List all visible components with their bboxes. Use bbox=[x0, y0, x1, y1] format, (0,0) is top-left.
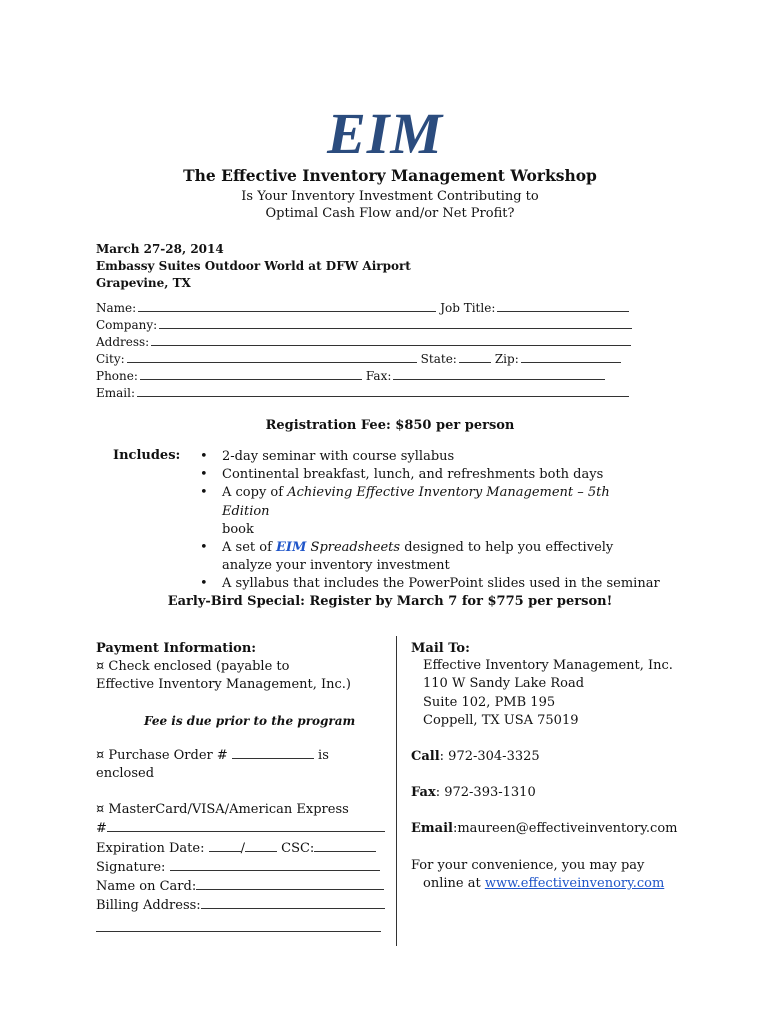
name-on-card-field[interactable] bbox=[196, 877, 384, 890]
expiration-row bbox=[96, 839, 386, 858]
fax-row bbox=[411, 784, 731, 802]
address-field[interactable] bbox=[151, 333, 631, 346]
fax-contact-label: Fax bbox=[411, 785, 436, 801]
company-label: Company: bbox=[96, 318, 158, 332]
company-field[interactable] bbox=[159, 316, 632, 329]
exp-year-field[interactable] bbox=[245, 839, 277, 852]
include-item-1: 2-day seminar with course syllabus bbox=[222, 449, 455, 464]
fax-field[interactable] bbox=[393, 367, 605, 380]
purchase-order-row bbox=[96, 746, 386, 783]
include-item-5: A syllabus that includes the PowerPoint slides used in the seminar bbox=[222, 576, 660, 592]
card-number-row bbox=[96, 819, 386, 838]
billing-row-2 bbox=[96, 919, 386, 938]
online-at: online at bbox=[423, 875, 485, 891]
name-field[interactable] bbox=[138, 299, 436, 312]
form-row-address bbox=[96, 333, 636, 350]
exp-slash: / bbox=[240, 840, 245, 856]
registration-fee: Registration Fee: $850 per person bbox=[265, 418, 515, 433]
page-subtitle bbox=[0, 188, 770, 222]
fee-note: Fee is due prior to the program bbox=[144, 713, 356, 728]
call-row bbox=[411, 748, 731, 766]
mail-company: Effective Inventory Management, Inc. bbox=[423, 658, 673, 674]
includes-list bbox=[200, 448, 660, 594]
billing-row bbox=[96, 896, 386, 915]
book-title: Achieving Effective Inventory Management – 5th Edition bbox=[222, 485, 610, 519]
email-row bbox=[411, 820, 731, 838]
zip-field[interactable] bbox=[521, 350, 621, 363]
signature-field[interactable] bbox=[170, 858, 380, 871]
phone-label: Phone: bbox=[96, 369, 138, 383]
call-label: Call bbox=[411, 749, 440, 765]
form-row-city bbox=[96, 350, 636, 367]
page-title: The Effective Inventory Management Workshop bbox=[183, 166, 597, 185]
payment-heading: Payment Information: bbox=[96, 641, 257, 656]
zip-label: Zip: bbox=[494, 352, 519, 366]
signature-label: Signature: bbox=[96, 859, 166, 875]
billing-label: Billing Address: bbox=[96, 898, 201, 914]
include-item-3-text: A copy of bbox=[222, 485, 288, 501]
form-row-company bbox=[96, 316, 636, 333]
subtitle-line-2: Optimal Cash Flow and/or Net Profit? bbox=[265, 206, 515, 221]
list-item bbox=[200, 575, 660, 593]
subtitle-line-1: Is Your Inventory Investment Contributing to bbox=[241, 189, 539, 204]
mail-city: Coppell, TX USA 75019 bbox=[423, 712, 579, 728]
list-item bbox=[200, 466, 660, 484]
job-title-label: Job Title: bbox=[440, 301, 496, 315]
csc-field[interactable] bbox=[314, 839, 376, 852]
card-number-label: # bbox=[96, 821, 107, 837]
convenience-line-1: For your convenience, you may pay bbox=[411, 857, 645, 873]
include-item-4-text: A set of bbox=[222, 540, 277, 556]
check-option[interactable]: ¤ Check enclosed (payable to bbox=[96, 659, 290, 675]
call-number: : 972-304-3325 bbox=[439, 749, 540, 765]
list-item bbox=[200, 539, 660, 575]
form-row-name bbox=[96, 299, 636, 316]
state-label: State: bbox=[420, 352, 457, 366]
card-option[interactable]: ¤ MasterCard/VISA/American Express bbox=[96, 802, 349, 818]
event-details bbox=[96, 241, 411, 292]
email-label: Email: bbox=[96, 386, 136, 400]
early-bird-special: Early-Bird Special: Register by March 7 for $775 per person! bbox=[167, 594, 613, 609]
spreadsheets-text: Spreadsheets bbox=[306, 540, 401, 556]
city-field[interactable] bbox=[127, 350, 417, 363]
mail-heading: Mail To: bbox=[411, 641, 470, 656]
email-contact-label: Email bbox=[411, 821, 453, 837]
csc-label: CSC: bbox=[281, 840, 315, 856]
city-label: City: bbox=[96, 352, 125, 366]
phone-field[interactable] bbox=[140, 367, 362, 380]
mail-section bbox=[411, 640, 731, 893]
mail-street: 110 W Sandy Lake Road bbox=[423, 676, 585, 692]
eim-inline-logo: EIM bbox=[276, 540, 307, 556]
card-number-field[interactable] bbox=[107, 819, 385, 832]
address-label: Address: bbox=[96, 335, 150, 349]
event-venue: Embassy Suites Outdoor World at DFW Airport bbox=[96, 259, 411, 273]
mail-suite: Suite 102, PMB 195 bbox=[423, 694, 556, 710]
payment-section bbox=[96, 640, 386, 939]
include-item-2: Continental breakfast, lunch, and refreshments both days bbox=[222, 467, 604, 483]
expiration-label: Expiration Date: bbox=[96, 840, 205, 856]
billing-address-field-2[interactable] bbox=[96, 919, 381, 932]
include-item-3-end: book bbox=[222, 521, 254, 537]
fax-label: Fax: bbox=[365, 369, 392, 383]
po-enclosed: is enclosed bbox=[96, 747, 329, 782]
form-row-phone bbox=[96, 367, 636, 384]
email-field[interactable] bbox=[137, 384, 629, 397]
name-on-card-label: Name on Card: bbox=[96, 879, 197, 895]
list-item bbox=[200, 448, 660, 466]
column-divider bbox=[396, 636, 397, 946]
billing-address-field[interactable] bbox=[201, 896, 385, 909]
exp-month-field[interactable] bbox=[209, 839, 241, 852]
form-row-email bbox=[96, 384, 636, 401]
po-number-field[interactable] bbox=[232, 746, 314, 759]
event-city: Grapevine, TX bbox=[96, 276, 191, 290]
name-label: Name: bbox=[96, 301, 137, 315]
job-title-field[interactable] bbox=[497, 299, 629, 312]
signature-row bbox=[96, 858, 386, 877]
po-option[interactable]: ¤ Purchase Order # bbox=[96, 747, 228, 763]
fax-number: : 972-393-1310 bbox=[435, 785, 536, 801]
attendee-form bbox=[96, 299, 636, 401]
mail-address bbox=[411, 657, 731, 730]
state-field[interactable] bbox=[459, 350, 491, 363]
list-item bbox=[200, 484, 660, 539]
convenience-line-2 bbox=[411, 875, 731, 893]
check-payable: Effective Inventory Management, Inc.) bbox=[96, 677, 351, 693]
website-link[interactable]: www.effectiveinvenory.com bbox=[484, 875, 665, 891]
includes-label: Includes: bbox=[113, 448, 181, 463]
event-date: March 27-28, 2014 bbox=[96, 242, 224, 256]
eim-logo: EIM bbox=[327, 101, 443, 166]
email-address[interactable]: :maureen@effectiveinventory.com bbox=[452, 821, 678, 837]
name-on-card-row bbox=[96, 877, 386, 896]
include-item-4-end: designed to help you effectively analyze your inventory investment bbox=[222, 540, 614, 574]
